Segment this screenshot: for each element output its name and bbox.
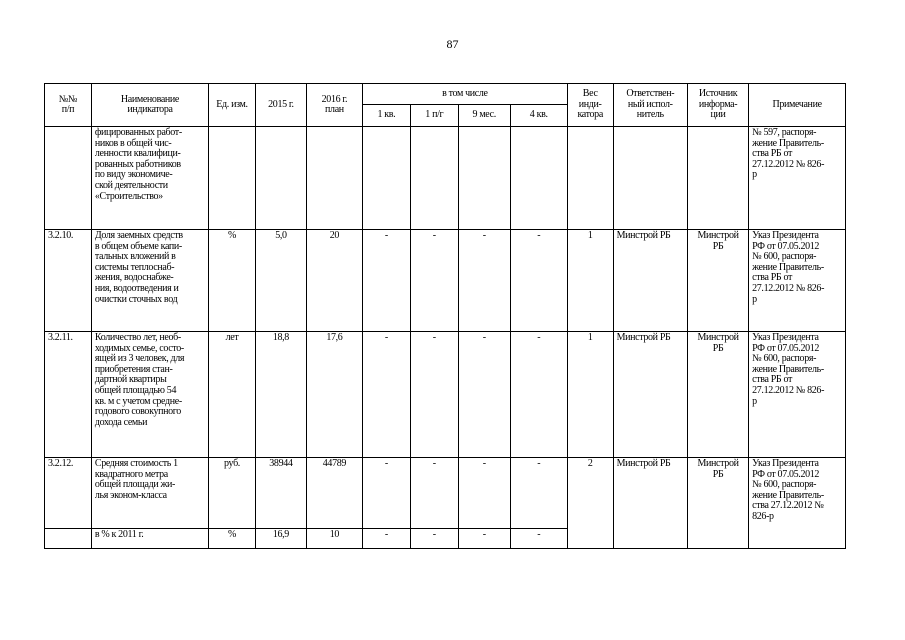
cell-2015: 38944 <box>255 458 306 529</box>
cell-9m: - <box>458 230 510 332</box>
cell-unit <box>209 127 256 230</box>
table-row <box>45 230 846 332</box>
cell-q1: - <box>362 529 410 549</box>
header-2016: 2016 г. план <box>306 84 362 127</box>
header-responsible: Ответствен- ный испол- нитель <box>613 84 687 127</box>
header-weight: Вес инди- катора <box>567 84 613 127</box>
cell-h1: - <box>410 458 458 529</box>
header-q1: 1 кв. <box>362 105 410 127</box>
page-number: 87 <box>446 37 459 51</box>
cell-q1: - <box>362 332 410 458</box>
cell-h1: - <box>410 230 458 332</box>
cell-q1: - <box>362 458 410 529</box>
header-note: Примечание <box>749 84 846 127</box>
cell-num <box>45 127 92 230</box>
cell-2016: 17,6 <box>306 332 362 458</box>
cell-q4: - <box>510 332 567 458</box>
cell-responsible <box>613 127 687 230</box>
cell-2015 <box>255 127 306 230</box>
table-row <box>45 458 846 529</box>
cell-2015: 16,9 <box>255 529 306 549</box>
cell-source <box>687 127 748 230</box>
cell-weight <box>567 127 613 230</box>
cell-q1 <box>362 127 410 230</box>
cell-name: в % к 2011 г. <box>91 529 208 549</box>
cell-q4: - <box>510 529 567 549</box>
indicators-table <box>44 83 846 549</box>
cell-2015: 5,0 <box>255 230 306 332</box>
cell-9m: - <box>458 332 510 458</box>
cell-h1 <box>410 127 458 230</box>
cell-q4: - <box>510 230 567 332</box>
table-row <box>45 332 846 458</box>
cell-unit: % <box>209 529 256 549</box>
header-9m: 9 мес. <box>458 105 510 127</box>
cell-h1: - <box>410 529 458 549</box>
cell-responsible: Минстрой РБ <box>613 230 687 332</box>
cell-responsible: Минстрой РБ <box>613 332 687 458</box>
cell-9m <box>458 127 510 230</box>
cell-q1: - <box>362 230 410 332</box>
cell-weight: 2 <box>567 458 613 549</box>
header-q4: 4 кв. <box>510 105 567 127</box>
cell-2016 <box>306 127 362 230</box>
cell-note: Указ Президента РФ от 07.05.2012 № 600, распоря- жение Правитель- ства РБ от 27.12.2012 № 826- р <box>749 332 846 458</box>
cell-num: 3.2.11. <box>45 332 92 458</box>
header-unit: Ед. изм. <box>209 84 256 127</box>
cell-num: 3.2.12. <box>45 458 92 529</box>
table-row <box>45 127 846 230</box>
cell-unit: лет <box>209 332 256 458</box>
cell-name: Доля заемных средств в общем объеме капи- тальных вложений в системы теплоснаб- жения, водоснабже- ния, водоотведения и очистки сточных вод <box>91 230 208 332</box>
cell-unit: руб. <box>209 458 256 529</box>
header-name: Наименование индикатора <box>91 84 208 127</box>
cell-name: Количество лет, необ- ходимых семье, состо- ящей из 3 человек, для приобретения стан- дартной квартиры общей площадью 54 кв. м с учетом средне- годового совокупного дохода семьи <box>91 332 208 458</box>
cell-weight: 1 <box>567 230 613 332</box>
cell-2016: 10 <box>306 529 362 549</box>
header-source: Источник информа- ции <box>687 84 748 127</box>
cell-note: Указ Президента РФ от 07.05.2012 № 600, распоря- жение Правитель- ства 27.12.2012 № 826-р <box>749 458 846 549</box>
cell-2016: 44789 <box>306 458 362 529</box>
cell-q4 <box>510 127 567 230</box>
cell-name: Средняя стоимость 1 квадратного метра общей площади жи- лья эконом-класса <box>91 458 208 529</box>
cell-9m: - <box>458 529 510 549</box>
cell-h1: - <box>410 332 458 458</box>
cell-source: Минстрой РБ <box>687 230 748 332</box>
cell-2016: 20 <box>306 230 362 332</box>
cell-note: № 597, распоря- жение Правитель- ства РБ от 27.12.2012 № 826- р <box>749 127 846 230</box>
cell-q4: - <box>510 458 567 529</box>
cell-num: 3.2.10. <box>45 230 92 332</box>
header-2015: 2015 г. <box>255 84 306 127</box>
cell-weight: 1 <box>567 332 613 458</box>
cell-2015: 18,8 <box>255 332 306 458</box>
header-h1: 1 п/г <box>410 105 458 127</box>
cell-source: Минстрой РБ <box>687 458 748 549</box>
header-including: в том числе <box>362 84 567 105</box>
cell-9m: - <box>458 458 510 529</box>
cell-responsible: Минстрой РБ <box>613 458 687 549</box>
cell-note: Указ Президента РФ от 07.05.2012 № 600, распоря- жение Правитель- ства РБ от 27.12.2012 № 826- р <box>749 230 846 332</box>
cell-num <box>45 529 92 549</box>
cell-unit: % <box>209 230 256 332</box>
cell-name: фицированных работ- ников в общей чис- ленности квалифици- рованных работников по виду экономиче- ской деятельности «Строительство» <box>91 127 208 230</box>
cell-source: Минстрой РБ <box>687 332 748 458</box>
header-num: №№ п/п <box>45 84 92 127</box>
